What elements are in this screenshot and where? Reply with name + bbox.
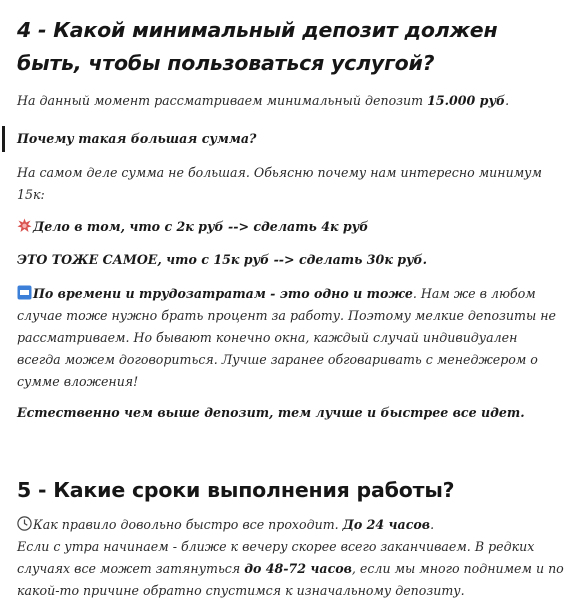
quote-bar (2, 126, 5, 152)
deposit-intro (17, 90, 565, 112)
deposit-amount: 15.000 руб (427, 93, 506, 108)
question-text: Почему такая большая сумма? (17, 131, 257, 146)
deposit-intro-end: . (505, 93, 510, 108)
timing-bold-1: До 24 часов (342, 517, 431, 532)
timing-text-2: Если с утра начинаем - ближе к вечеру скорее всего заканчиваем. В редких случаях все может затянуться (17, 539, 535, 576)
timing-bold-2: до 48-72 часов (244, 561, 352, 576)
timing-end-1: . (430, 517, 435, 532)
example-line-2-text: ЭТО ТОЖЕ САМОЕ, что с 15к руб --> сделать 30к руб. (17, 252, 428, 267)
explanation-bold: По времени и трудозатратам - это одно и тоже (33, 286, 413, 301)
conclusion-text: Естественно чем выше депозит, тем лучше и быстрее все идет. (17, 405, 525, 420)
section-5-heading: 5 - Какие сроки выполнения работы? (17, 478, 455, 502)
timing-paragraph (17, 514, 565, 602)
explanation-rest: . Нам же в любом случае тоже нужно брать процент за работу. Поэтому мелкие депозиты не рассматриваем. Но бывают конечно окна, каждый случай индивидуален всегда можем договориться. Лучше заранее обговаривать с менеджером о сумме вложения! (17, 286, 556, 389)
example-line-2 (17, 249, 565, 271)
example-line-1 (17, 216, 565, 238)
boom-icon (17, 218, 32, 233)
stop-button-icon (17, 285, 32, 300)
timing-end-2: , если мы много поднимем и по какой-то причине обратно спустимся к изначальному депозиту. (17, 561, 564, 598)
section-4-heading: 4 - Какой минимальный депозит должен быть, чтобы пользоваться услугой? (17, 18, 498, 75)
explanation-paragraph (17, 283, 565, 393)
clock-icon (17, 516, 32, 531)
answer: На самом деле сумма не большая. Обьясню почему нам интересно минимум 15к: (17, 165, 542, 202)
example-line-1-text: Дело в том, что с 2к руб --> сделать 4к руб (33, 219, 369, 234)
deposit-intro-text: На данный момент рассматриваем минимальный депозит (17, 93, 428, 108)
question (17, 128, 565, 150)
timing-text-1: Как правило довольно быстро все проходит. (33, 517, 343, 532)
conclusion (17, 402, 565, 424)
